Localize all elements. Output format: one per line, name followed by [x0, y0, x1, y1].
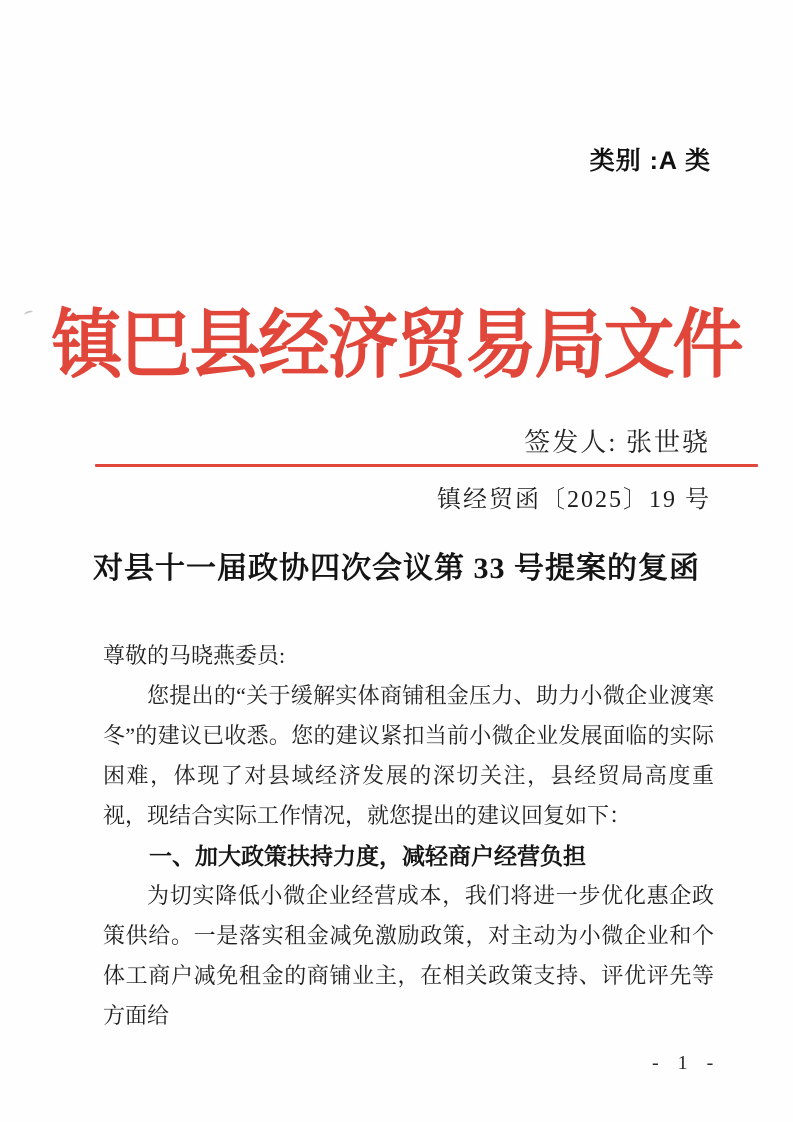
- section-heading-1: 一、加大政策扶持力度，减轻商户经营负担: [149, 843, 586, 869]
- masthead-divider-rule: [95, 464, 758, 467]
- salutation: 尊敬的马晓燕委员:: [103, 643, 286, 668]
- document-number: 镇经贸函〔2025〕19 号: [437, 487, 711, 513]
- body-paragraph-2: 为切实降低小微企业经营成本，我们将进一步优化惠企政策供给。一是落实租金减免激励政策，对主动为小微企业和个体工商户减免租金的商铺业主，在相关政策支持、评优评先等方面给: [103, 883, 714, 1028]
- classification-label: 类别 :A 类: [589, 147, 711, 175]
- body-paragraph-1: 您提出的“关于缓解实体商铺租金压力、助力小微企业渡寒冬”的建议已收悉。您的建议紧扣当前小微企业发展面临的实际困难，体现了对县域经济发展的深切关注，县经贸局高度重视，现结合实际工作情况，就您提出的建议回复如下：: [103, 683, 714, 828]
- issuer-line: 签发人: 张世骁: [524, 428, 710, 457]
- agency-masthead: 镇巴县经济贸易局文件: [51, 304, 742, 388]
- document-body: [103, 636, 714, 1036]
- document-title: 对县十一届政协四次会议第 33 号提案的复函: [93, 552, 700, 585]
- page-number: - 1 -: [652, 1052, 721, 1074]
